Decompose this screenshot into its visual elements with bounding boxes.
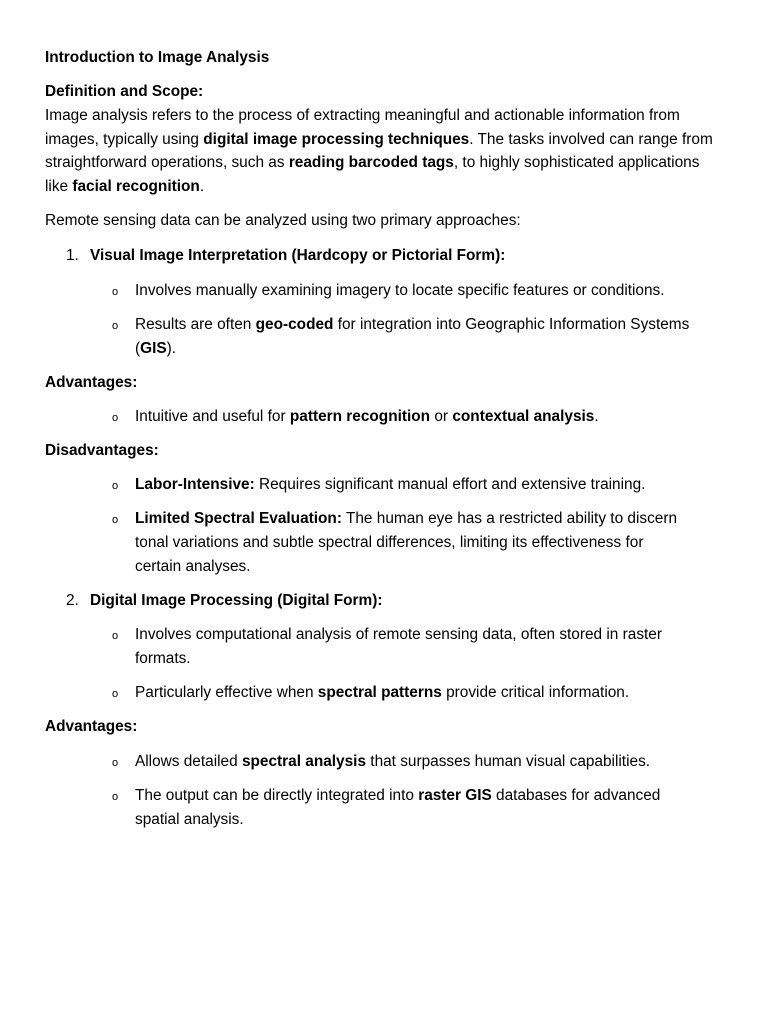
approach-1-bullet-2-cont: (GIS). (135, 340, 177, 357)
approach-1-disadvantage-2: Limited Spectral Evaluation: The human eye has a restricted ability to discern (135, 510, 678, 527)
approach-1-disadvantage-1: Labor-Intensive: Requires significant manual effort and extensive training. (135, 476, 646, 493)
approach-1-advantage-1: Intuitive and useful for pattern recognition or contextual analysis. (135, 408, 599, 425)
bullet-icon: o (112, 286, 119, 298)
bullet-icon: o (112, 480, 119, 492)
definition-line-4: like facial recognition. (45, 178, 205, 195)
page-title: Introduction to Image Analysis (45, 49, 270, 66)
definition-line-1: Image analysis refers to the process of extracting meaningful and actionable information from (45, 107, 680, 124)
approach-2-advantage-2-line-2: spatial analysis. (135, 811, 244, 828)
approach-2-bullet-2: Particularly effective when spectral patterns provide critical information. (135, 684, 630, 701)
approach-2-title: Digital Image Processing (Digital Form): (90, 592, 383, 609)
list-number-2: 2. (66, 592, 79, 609)
definition-line-3: straightforward operations, such as reading barcoded tags, to highly sophisticated applications (45, 154, 700, 171)
approach-1-advantages-heading: Advantages: (45, 374, 138, 391)
approach-2-advantages-heading: Advantages: (45, 718, 138, 735)
definition-heading: Definition and Scope: (45, 83, 204, 100)
approach-2-bullet-1-line-2: formats. (135, 650, 191, 667)
bullet-icon: o (112, 630, 119, 642)
list-number-1: 1. (66, 247, 79, 264)
approach-1-disadvantage-2-line-2: tonal variations and subtle spectral differences, limiting its effectiveness for (135, 534, 644, 551)
approach-1-title: Visual Image Interpretation (Hardcopy or Pictorial Form): (90, 247, 506, 264)
bullet-icon: o (112, 688, 119, 700)
approach-1-bullet-1: Involves manually examining imagery to locate specific features or conditions. (135, 282, 665, 299)
bullet-icon: o (112, 320, 119, 332)
approach-1-disadvantages-heading: Disadvantages: (45, 442, 159, 459)
approaches-intro: Remote sensing data can be analyzed using two primary approaches: (45, 212, 521, 229)
bullet-icon: o (112, 412, 119, 424)
approach-2-bullet-1: Involves computational analysis of remote sensing data, often stored in raster (135, 626, 662, 643)
approach-2-advantage-1: Allows detailed spectral analysis that surpasses human visual capabilities. (135, 753, 651, 770)
approach-1-bullet-2: Results are often geo-coded for integration into Geographic Information Systems (135, 316, 690, 333)
definition-line-2: images, typically using digital image processing techniques. The tasks involved can range from (45, 131, 713, 148)
bullet-icon: o (112, 514, 119, 526)
approach-2-advantage-2: The output can be directly integrated into raster GIS databases for advanced (135, 787, 661, 804)
bullet-icon: o (112, 791, 119, 803)
bullet-icon: o (112, 757, 119, 769)
approach-1-disadvantage-2-line-3: certain analyses. (135, 558, 251, 575)
